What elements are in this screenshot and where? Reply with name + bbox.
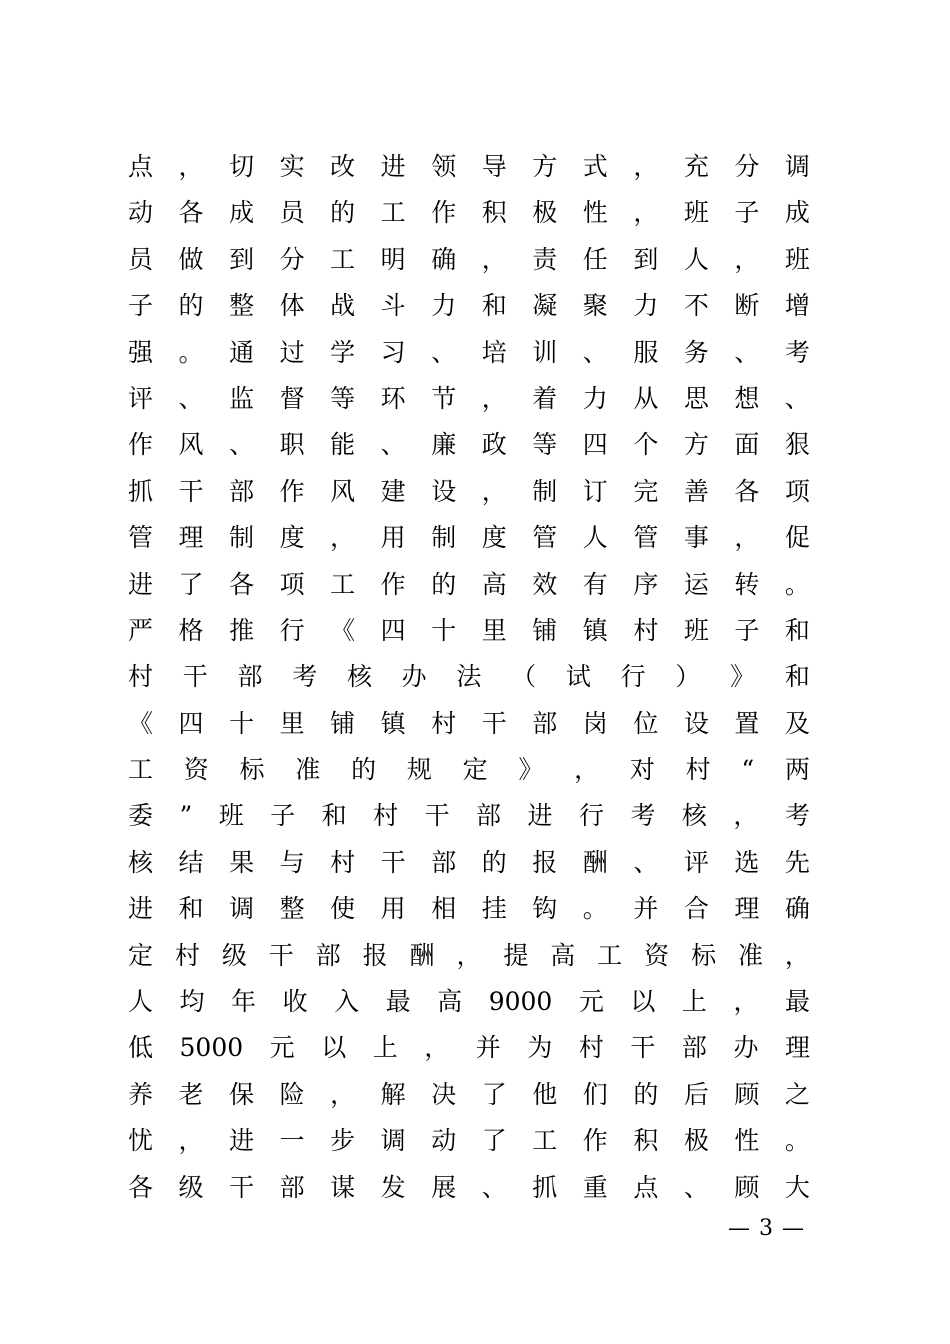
text-line: 评 、 监 督 等 环 节 ， 着 力 从 思 想 、 [128, 383, 810, 413]
text-line: 忧 ， 进 一 步 调 动 了 工 作 积 极 性 。 [128, 1126, 810, 1156]
text-line: 点 ， 切 实 改 进 领 导 方 式 ， 充 分 调 [128, 152, 810, 181]
text-line: 定 村 级 干 部 报 酬 ， 提 高 工 资 标 准 ， [128, 940, 810, 970]
text-line: 核 结 果 与 村 干 部 的 报 酬 、 评 选 先 [128, 847, 810, 877]
text-line: 村 干 部 考 核 办 法 （ 试 行 ） 》 和 [128, 662, 810, 692]
text-line: 养 老 保 险 ， 解 决 了 他 们 的 后 顾 之 [128, 1079, 810, 1109]
page-number: — 3 — [728, 1216, 805, 1241]
text-line: 进 了 各 项 工 作 的 高 效 有 序 运 转 。 [128, 569, 810, 599]
text-line: 员 做 到 分 工 明 确 ， 责 任 到 人 ， 班 [128, 244, 810, 274]
text-line: 《 四 十 里 铺 镇 村 干 部 岗 位 设 置 及 [128, 708, 810, 738]
text-line: 工 资 标 准 的 规 定 》 ， 对 村 “ 两 [128, 755, 810, 785]
text-line: 严 格 推 行 《 四 十 里 铺 镇 村 班 子 和 [128, 615, 810, 645]
text-line: 人 均 年 收 入 最 高 9000 元 以 上 ， 最 [128, 987, 810, 1017]
text-line: 子 的 整 体 战 斗 力 和 凝 聚 力 不 断 增 [128, 291, 810, 321]
text-line: 抓 干 部 作 风 建 设 ， 制 订 完 善 各 项 [128, 476, 810, 506]
text-line: 各 级 干 部 谋 发 展 、 抓 重 点 、 顾 大 [128, 1172, 810, 1202]
text-line: 动 各 成 员 的 工 作 积 极 性 ， 班 子 成 [128, 198, 810, 228]
text-line: 委 ” 班 子 和 村 干 部 进 行 考 核 ， 考 [128, 801, 810, 831]
text-line: 低 5000 元 以 上 ， 并 为 村 干 部 办 理 [128, 1033, 810, 1063]
text-line: 作 风 、 职 能 、 廉 政 等 四 个 方 面 狠 [128, 430, 810, 460]
body-text [128, 144, 810, 1211]
text-line: 强 。 通 过 学 习 、 培 训 、 服 务 、 考 [128, 337, 810, 367]
text-line: 进 和 调 整 使 用 相 挂 钩 。 并 合 理 确 [128, 894, 810, 924]
text-line: 管 理 制 度 ， 用 制 度 管 人 管 事 ， 促 [128, 523, 810, 553]
